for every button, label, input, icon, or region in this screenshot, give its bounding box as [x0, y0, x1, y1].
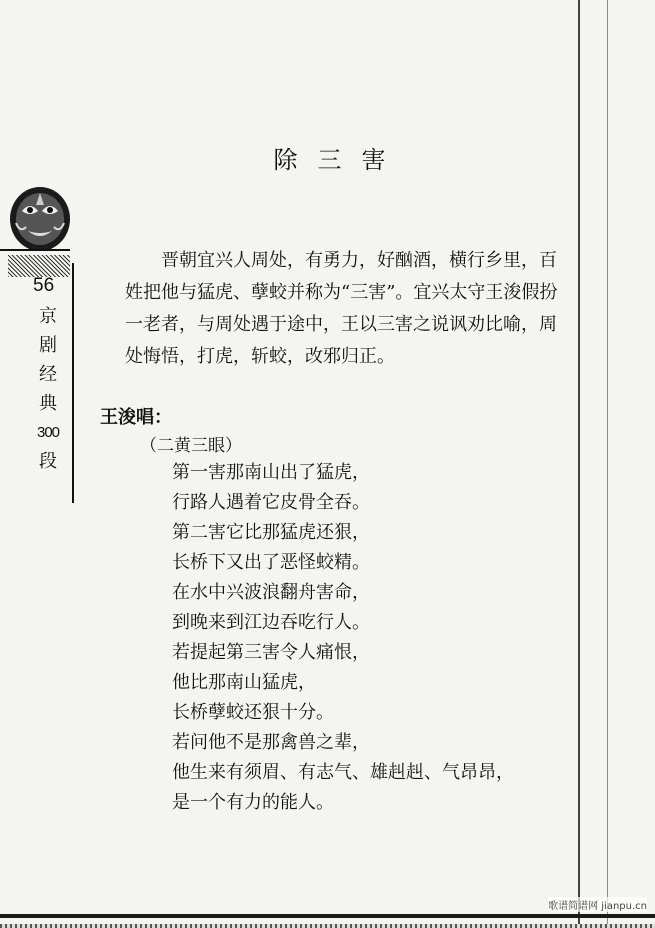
page-bottom-band-dotted: [0, 924, 655, 928]
book-title-char: 京: [39, 306, 57, 327]
sidebar-rule: [0, 249, 70, 251]
book-title-char: 经: [39, 364, 57, 385]
lyric-line: 第一害那南山出了猛虎，: [172, 462, 370, 483]
lyrics-block: [172, 458, 514, 818]
tune-label: （二黄三眼）: [140, 436, 242, 456]
sidebar-halftone: [8, 255, 70, 277]
opera-mask-icon: [0, 183, 82, 255]
lyric-line: 行路人遇着它皮骨全吞。: [172, 492, 370, 513]
role-heading: 王浚唱：: [100, 407, 172, 428]
book-title-char: 剧: [39, 335, 57, 356]
lyric-line: 在水中兴波浪翻舟害命，: [172, 582, 370, 603]
lyric-line: 他生来有须眉、有志气、雄赳赳、气昂昂，: [172, 762, 514, 783]
page-bottom-band: [0, 914, 655, 918]
book-title-char: 段: [39, 451, 57, 472]
lyric-line: 长桥孽蛟还狠十分。: [172, 702, 334, 723]
lyric-line: 若提起第三害令人痛恨，: [172, 642, 370, 663]
lyric-line: 第二害它比那猛虎还狠，: [172, 522, 370, 543]
book-title-char: 300: [36, 424, 60, 441]
watermark: 歌谱简谱网 jianpu.cn: [548, 897, 647, 912]
lyric-line: 到晚来到江边吞吃行人。: [172, 612, 370, 633]
book-title-char: 典: [39, 393, 57, 414]
lyric-line: 他比那南山猛虎，: [172, 672, 316, 693]
lyric-line: 是一个有力的能人。: [172, 792, 334, 813]
lyric-line: 若问他不是那禽兽之辈，: [172, 732, 370, 753]
book-title-vertical: [36, 302, 60, 476]
sidebar-vertical-rule: [72, 263, 74, 503]
page-number: 56: [33, 275, 55, 296]
lyric-line: 长桥下又出了恶怪蛟精。: [172, 552, 370, 573]
intro-paragraph: 晋朝宜兴人周处，有勇力，好酗酒，横行乡里，百姓把他与猛虎、孽蛟并称为“三害”。宜兴太守王浚假扮一老者，与周处遇于途中，王以三害之说讽劝比喻，周处悔悟，打虎，斩蛟，改邪归正。: [125, 250, 558, 367]
piece-title: 除三害: [273, 146, 406, 174]
